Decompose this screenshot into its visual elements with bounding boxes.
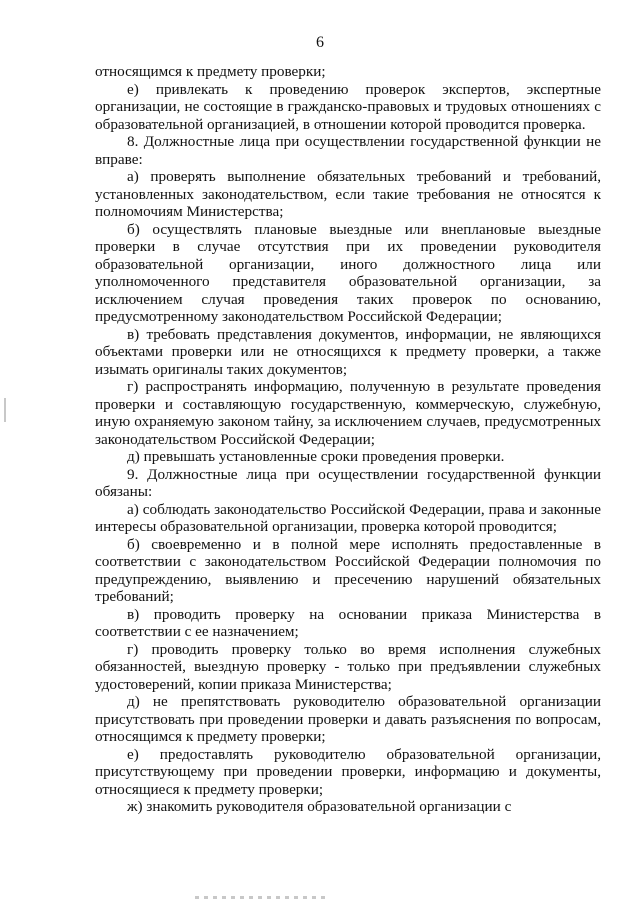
paragraph-8: 8. Должностные лица при осуществлении государственной функции не вправе: [95, 133, 601, 168]
paragraph-8g: г) распространять информацию, полученную в результате проведения проверки и составляющую государственную, коммерческую, служебную, иную охраняемую законом тайну, за исключением случаев, предусмотренных законодательством Российской Федерации; [95, 378, 601, 448]
paragraph-9zh: ж) знакомить руководителя образовательной организации с [127, 798, 512, 815]
paragraph-8d: д) превышать установленные сроки проведения проверки. [127, 448, 505, 465]
scan-margin-mark [4, 398, 6, 422]
paragraph-7e: е) привлекать к проведению проверок экспертов, экспертные организации, не состоящие в гражданско-правовых и трудовых отношениях с образовательной организацией, в отношении которой проводится проверка. [95, 80, 601, 133]
paragraph-8b: б) осуществлять плановые выездные или внеплановые выездные проверки в случае отсутствия при их проведении руководителя образовательной организации, иного должностного лица или уполномоченного представителя образовательной организации, за исключением случая проведения таких проверок по основанию, предусмотренному законодательством Российской Федерации; [95, 220, 601, 325]
paragraph-9e: е) предоставлять руководителю образовательной организации, присутствующему при проведении проверки, информацию и документы, относящиеся к предмету проверки; [95, 745, 601, 798]
paragraph-9b: б) своевременно и в полной мере исполнять предоставленные в соответствии с законодательством Российской Федерации полномочия по предупреждению, выявлению и пресечению нарушений обязательных требований; [95, 535, 601, 605]
paragraph-9d: д) не препятствовать руководителю образовательной организации присутствовать при проведении проверки и давать разъяснения по вопросам, относящимся к предмету проверки; [95, 693, 601, 745]
scan-footer-dots [195, 896, 325, 899]
paragraph-9: 9. Должностные лица при осуществлении государственной функции обязаны: [95, 465, 601, 500]
paragraph-continuation: относящимся к предмету проверки; [95, 63, 326, 80]
paragraph-8v: в) требовать представления документов, информации, не являющихся объектами проверки или не относящихся к предмету проверки, а также изымать оригиналы таких документов; [95, 325, 601, 378]
document-body [95, 63, 601, 816]
page-number: 6 [316, 34, 324, 51]
paragraph-8a: а) проверять выполнение обязательных требований и требований, установленных законодательством, если такие требования не относятся к полномочиям Министерства; [95, 168, 601, 220]
paragraph-9v: в) проводить проверку на основании приказа Министерства в соответствии с ее назначением; [95, 605, 601, 640]
paragraph-9a: а) соблюдать законодательство Российской Федерации, права и законные интересы образовательной организации, проверка которой проводится; [95, 500, 601, 535]
paragraph-9g: г) проводить проверку только во время исполнения служебных обязанностей, выездную проверку - только при предъявлении служебных удостоверений, копии приказа Министерства; [95, 640, 601, 693]
